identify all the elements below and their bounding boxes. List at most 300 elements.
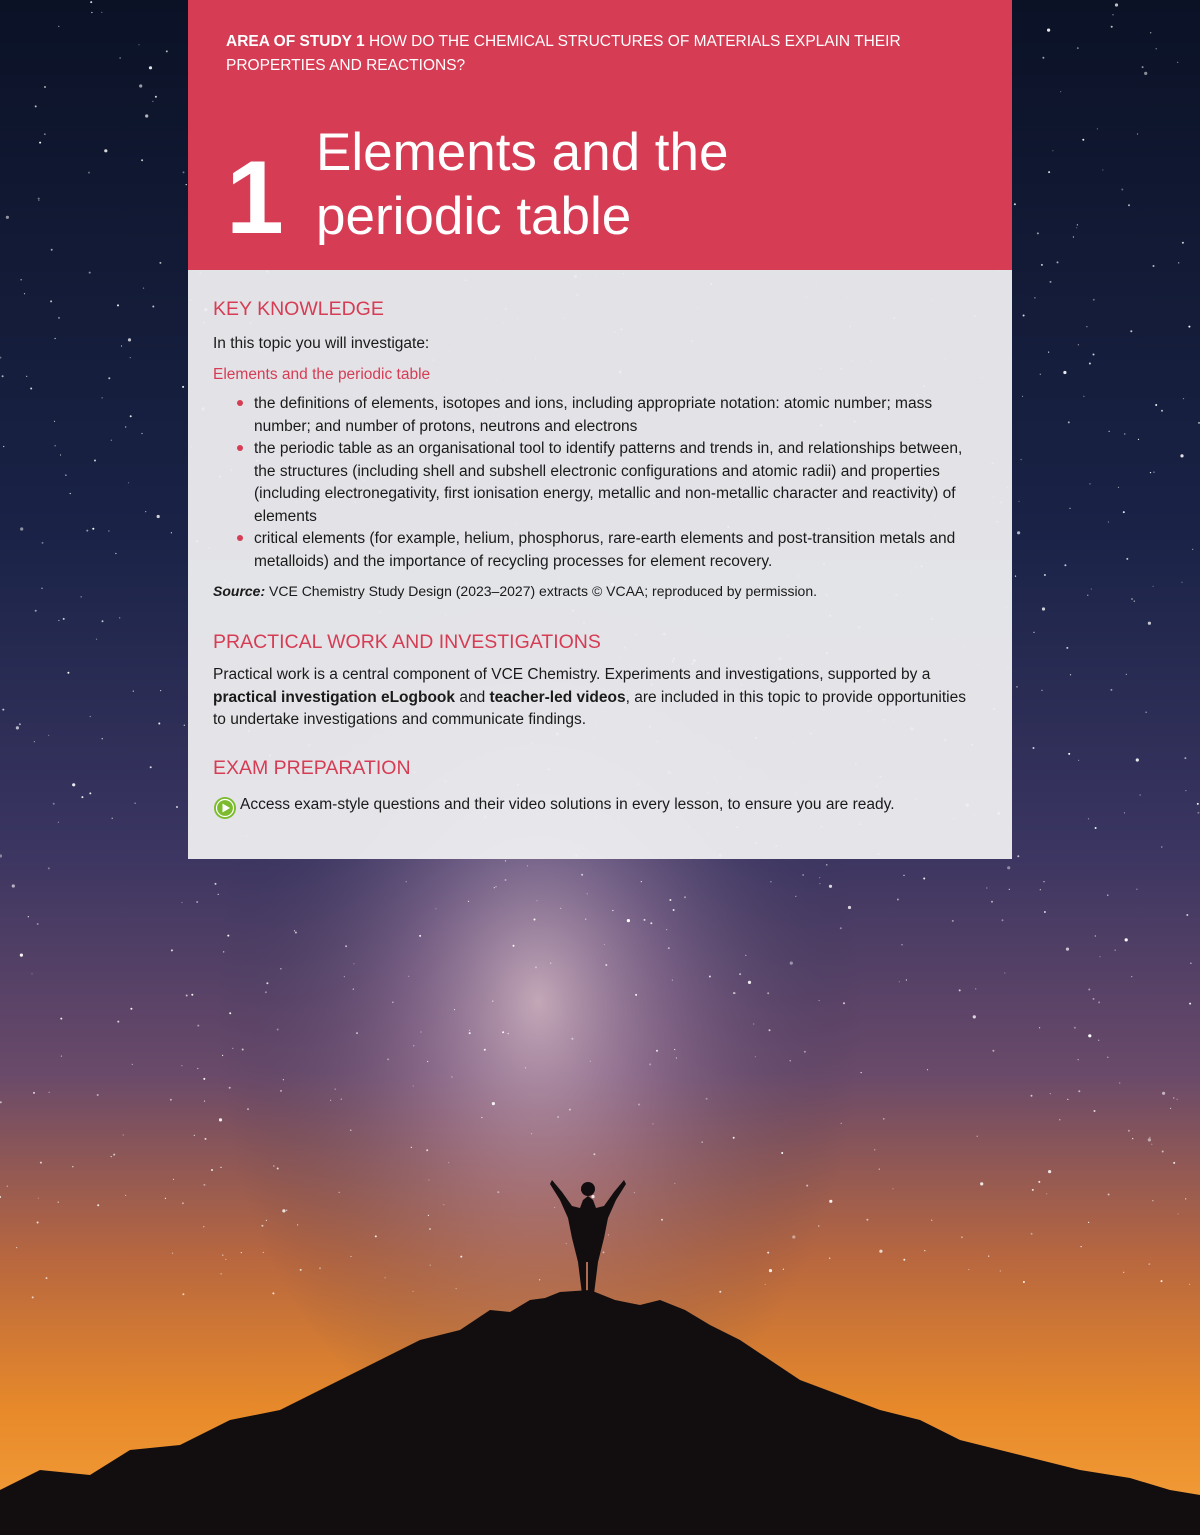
star (1118, 487, 1119, 488)
star (430, 1265, 431, 1266)
star (223, 951, 224, 952)
star (460, 1256, 462, 1258)
star (1178, 262, 1179, 263)
star (502, 1031, 504, 1033)
star (150, 766, 152, 768)
star (197, 1068, 198, 1069)
star (413, 1045, 414, 1046)
star (2, 709, 4, 711)
star (492, 1102, 495, 1105)
star (1066, 948, 1069, 951)
star (829, 1200, 832, 1203)
star (961, 1236, 963, 1238)
star (2, 375, 4, 377)
star (241, 1252, 242, 1253)
star (20, 954, 23, 957)
star (792, 1235, 795, 1238)
star (186, 184, 187, 185)
star (191, 994, 193, 996)
star (1047, 29, 1050, 32)
star (484, 1049, 486, 1051)
star (203, 1078, 205, 1080)
star (1178, 1213, 1179, 1214)
star (159, 262, 161, 264)
practical-text-part-3: , are included in this topic to provide opportunities to undertake investigations and communicate findings. (213, 688, 966, 728)
star (1033, 747, 1035, 749)
star (182, 386, 184, 388)
star (139, 84, 142, 87)
star (903, 1259, 905, 1261)
star (1048, 171, 1050, 173)
star (121, 345, 122, 346)
star (353, 963, 354, 964)
star (783, 1269, 784, 1270)
star (666, 929, 667, 930)
star (508, 1033, 509, 1034)
star (1089, 483, 1090, 484)
star (295, 932, 297, 934)
star (481, 1117, 482, 1118)
star (219, 1118, 222, 1121)
source-citation (213, 580, 993, 602)
key-knowledge-list (236, 393, 976, 573)
star (102, 397, 103, 398)
star (1077, 47, 1079, 49)
star (413, 1085, 414, 1086)
star (419, 935, 421, 937)
star (411, 1147, 412, 1148)
star (1152, 1200, 1153, 1201)
star (790, 1060, 791, 1061)
star (819, 883, 820, 884)
star (1099, 956, 1100, 957)
star (170, 1099, 172, 1101)
star (1161, 846, 1162, 847)
star (1190, 963, 1191, 964)
star (28, 916, 29, 917)
star (130, 357, 131, 358)
star (152, 101, 153, 102)
star (534, 919, 536, 921)
star (273, 1165, 274, 1166)
star (1002, 919, 1004, 921)
star (203, 1184, 205, 1186)
star (469, 1030, 470, 1031)
star (1081, 1246, 1082, 1247)
star (1043, 881, 1044, 882)
star (899, 981, 900, 982)
star (48, 867, 50, 869)
star (229, 1012, 231, 1014)
star (1132, 1138, 1133, 1139)
star (1069, 508, 1070, 509)
star (781, 1152, 783, 1154)
star (1107, 895, 1108, 896)
star (803, 874, 804, 875)
play-icon[interactable] (213, 796, 237, 820)
star (991, 901, 993, 903)
source-label: Source: (213, 583, 266, 599)
star (125, 1195, 126, 1196)
star (804, 1051, 806, 1053)
star (644, 919, 646, 921)
star (1153, 472, 1154, 473)
star (1112, 14, 1113, 15)
star (24, 293, 25, 294)
star (1128, 204, 1130, 206)
star (739, 973, 741, 975)
star (120, 57, 121, 58)
star (1146, 712, 1147, 713)
star (892, 1188, 893, 1189)
star (1087, 595, 1088, 596)
star (1148, 622, 1151, 625)
star (19, 723, 21, 725)
star (1162, 1092, 1165, 1095)
star (848, 906, 851, 909)
teacher-videos-term: teacher-led videos (489, 688, 626, 706)
star (1039, 1027, 1040, 1028)
star (101, 12, 102, 13)
star (58, 317, 60, 319)
star (1115, 3, 1118, 6)
star (1149, 1137, 1150, 1138)
star (286, 1210, 287, 1211)
star (1097, 128, 1098, 129)
star (1093, 998, 1095, 1000)
star (593, 1153, 595, 1155)
star (1031, 1233, 1033, 1235)
star (44, 134, 45, 135)
star (952, 920, 954, 922)
star (897, 899, 899, 901)
star (88, 172, 90, 174)
star (627, 919, 630, 922)
star (1170, 1108, 1171, 1109)
star (1131, 976, 1132, 977)
star (385, 1277, 386, 1278)
star (81, 596, 82, 597)
star (638, 1104, 640, 1106)
star (1124, 812, 1125, 813)
star (38, 1198, 39, 1199)
star (668, 947, 670, 949)
star (661, 1219, 663, 1221)
star (608, 1234, 609, 1235)
star (1183, 398, 1184, 399)
star (443, 1204, 444, 1205)
star (339, 1192, 340, 1193)
star (931, 1220, 932, 1221)
star (1128, 1130, 1130, 1132)
star (1048, 1170, 1051, 1173)
star (1098, 1040, 1099, 1041)
star (612, 910, 613, 911)
star (149, 66, 152, 69)
star (1197, 812, 1199, 814)
star (132, 1064, 133, 1065)
star (1108, 521, 1109, 522)
star (1088, 1222, 1089, 1223)
star (196, 901, 198, 903)
star (277, 1029, 279, 1031)
star (1188, 326, 1190, 328)
star (1088, 818, 1089, 819)
star (91, 12, 92, 13)
star (186, 995, 188, 997)
star (1136, 758, 1139, 761)
star (1086, 326, 1087, 327)
star (166, 50, 168, 52)
star (1078, 760, 1079, 761)
star (1031, 1095, 1033, 1097)
star (1078, 344, 1079, 345)
star (765, 1284, 766, 1285)
star (829, 885, 832, 888)
area-of-study-line (226, 30, 986, 78)
star (492, 1001, 493, 1002)
star (225, 1259, 226, 1260)
star (157, 515, 160, 518)
star (297, 1224, 298, 1225)
star (32, 1296, 34, 1298)
star (158, 723, 160, 725)
star (330, 1100, 331, 1101)
star (826, 864, 827, 865)
star (505, 879, 507, 881)
star (1033, 632, 1034, 633)
star (89, 792, 91, 794)
star (280, 968, 281, 969)
star (1078, 1090, 1080, 1092)
star (959, 989, 961, 991)
star (1185, 790, 1186, 791)
star (1044, 911, 1046, 913)
star (277, 1168, 279, 1170)
star (61, 1056, 62, 1057)
star (194, 1135, 195, 1136)
star (554, 1207, 555, 1208)
bullet-icon (237, 400, 243, 406)
star (1125, 938, 1128, 941)
star (53, 803, 55, 805)
star (1153, 586, 1154, 587)
star (1121, 189, 1123, 191)
star (1077, 224, 1078, 225)
star (58, 620, 59, 621)
star (63, 618, 65, 620)
star (1197, 803, 1199, 805)
star (1022, 396, 1023, 397)
star (128, 482, 129, 483)
star (468, 901, 469, 902)
star (1177, 62, 1178, 63)
star (635, 994, 637, 996)
star (86, 530, 88, 532)
star (535, 966, 537, 968)
star (1041, 690, 1042, 691)
star (12, 884, 15, 887)
star (143, 288, 144, 289)
star (1124, 433, 1125, 434)
star (861, 1072, 862, 1073)
star (173, 1179, 174, 1180)
star (603, 1251, 605, 1253)
star (1095, 935, 1096, 936)
star (1153, 265, 1155, 267)
star (55, 445, 56, 446)
star (557, 1116, 559, 1118)
star (1098, 1001, 1100, 1003)
star (1109, 431, 1110, 432)
area-of-study-question: HOW DO THE CHEMICAL STRUCTURES OF MATERIALS EXPLAIN THEIR PROPERTIES AND REACTIONS? (226, 33, 901, 74)
star (1082, 139, 1084, 141)
practical-text-part-1: Practical work is a central component of VCE Chemistry. Experiments and investigations, supported by a (213, 666, 931, 683)
star (1017, 531, 1020, 534)
star (1140, 794, 1141, 795)
star (1123, 511, 1125, 513)
star (1148, 1263, 1150, 1265)
star (539, 1279, 540, 1280)
star (1063, 371, 1066, 374)
star (1088, 1034, 1091, 1037)
star (31, 973, 32, 974)
star (1023, 1281, 1025, 1283)
star (160, 690, 161, 691)
star (70, 493, 71, 494)
star (1115, 950, 1116, 951)
star (145, 511, 146, 512)
star (469, 1032, 471, 1034)
star (1136, 889, 1137, 890)
star (222, 1255, 223, 1256)
star (1037, 232, 1039, 234)
area-of-study-label: AREA OF STUDY 1 (226, 33, 365, 50)
star (427, 1061, 428, 1062)
star (1091, 588, 1092, 589)
star (669, 899, 671, 901)
practical-text-part-2: and (455, 688, 490, 706)
star (58, 1202, 59, 1203)
star (604, 944, 605, 945)
star (117, 304, 119, 306)
star (1040, 374, 1041, 375)
star (1076, 227, 1077, 228)
star (125, 426, 126, 427)
star (448, 1162, 449, 1163)
star (141, 433, 142, 434)
star (1046, 1193, 1047, 1194)
star (341, 1099, 342, 1100)
star (1068, 753, 1070, 755)
star (497, 1191, 499, 1193)
star (300, 1269, 302, 1271)
star (550, 963, 551, 964)
star (819, 877, 820, 878)
star (387, 1058, 389, 1060)
star (197, 1025, 199, 1027)
star (111, 440, 112, 441)
star (1137, 133, 1138, 134)
star (1186, 914, 1188, 916)
star (605, 964, 607, 966)
list-item-text: the periodic table as an organisational tool to identify patterns and trends in, and relationships between, the structures (including shell and subshell electronic configurations and atomic radii) and properties (including electronegativity, first ionisation energy, metallic and non-metallic character and reactivity) of elements (254, 440, 963, 525)
star (34, 741, 35, 742)
key-knowledge-intro: In this topic you will investigate: (213, 335, 430, 352)
star (220, 1167, 221, 1168)
star (649, 1063, 651, 1065)
star (350, 1256, 351, 1257)
star (755, 1056, 756, 1057)
star (16, 726, 19, 729)
bullet-icon (237, 445, 243, 451)
star (769, 1029, 771, 1031)
star (1162, 1151, 1164, 1153)
chapter-title (316, 121, 966, 249)
star (988, 1256, 989, 1257)
star (48, 735, 49, 736)
star (41, 588, 42, 589)
practical-work-text (213, 664, 983, 732)
star (232, 1048, 233, 1049)
star (1023, 315, 1025, 317)
star (587, 893, 588, 894)
star (215, 883, 217, 885)
star (1185, 1198, 1186, 1199)
star (138, 44, 139, 45)
star (58, 26, 59, 27)
star (733, 1137, 735, 1139)
star (840, 927, 842, 929)
star (44, 86, 46, 88)
star (38, 200, 39, 201)
star (172, 1253, 173, 1254)
star (283, 1079, 284, 1080)
star (923, 878, 925, 880)
star (1041, 264, 1043, 266)
star (1042, 57, 1044, 59)
star (408, 976, 409, 977)
star (356, 1032, 358, 1034)
star (117, 1021, 119, 1023)
star (1150, 472, 1151, 473)
star (37, 1222, 39, 1224)
star (280, 1090, 282, 1092)
star (656, 1050, 658, 1052)
star (221, 1273, 222, 1274)
star (181, 902, 182, 903)
star (51, 249, 53, 251)
star (702, 1142, 703, 1143)
star (1095, 827, 1097, 829)
star (345, 945, 347, 947)
star (1016, 686, 1017, 687)
star (1060, 91, 1061, 92)
star (879, 1250, 882, 1253)
star (1009, 889, 1010, 890)
elogbook-term: practical investigation eLogbook (213, 688, 456, 706)
star (709, 976, 711, 978)
star (1102, 169, 1103, 170)
star (1148, 1138, 1151, 1141)
star (211, 1169, 213, 1171)
star (141, 159, 143, 161)
star (866, 1219, 868, 1221)
star (42, 542, 44, 544)
star (769, 1269, 772, 1272)
star (119, 617, 120, 618)
star (1131, 598, 1133, 600)
